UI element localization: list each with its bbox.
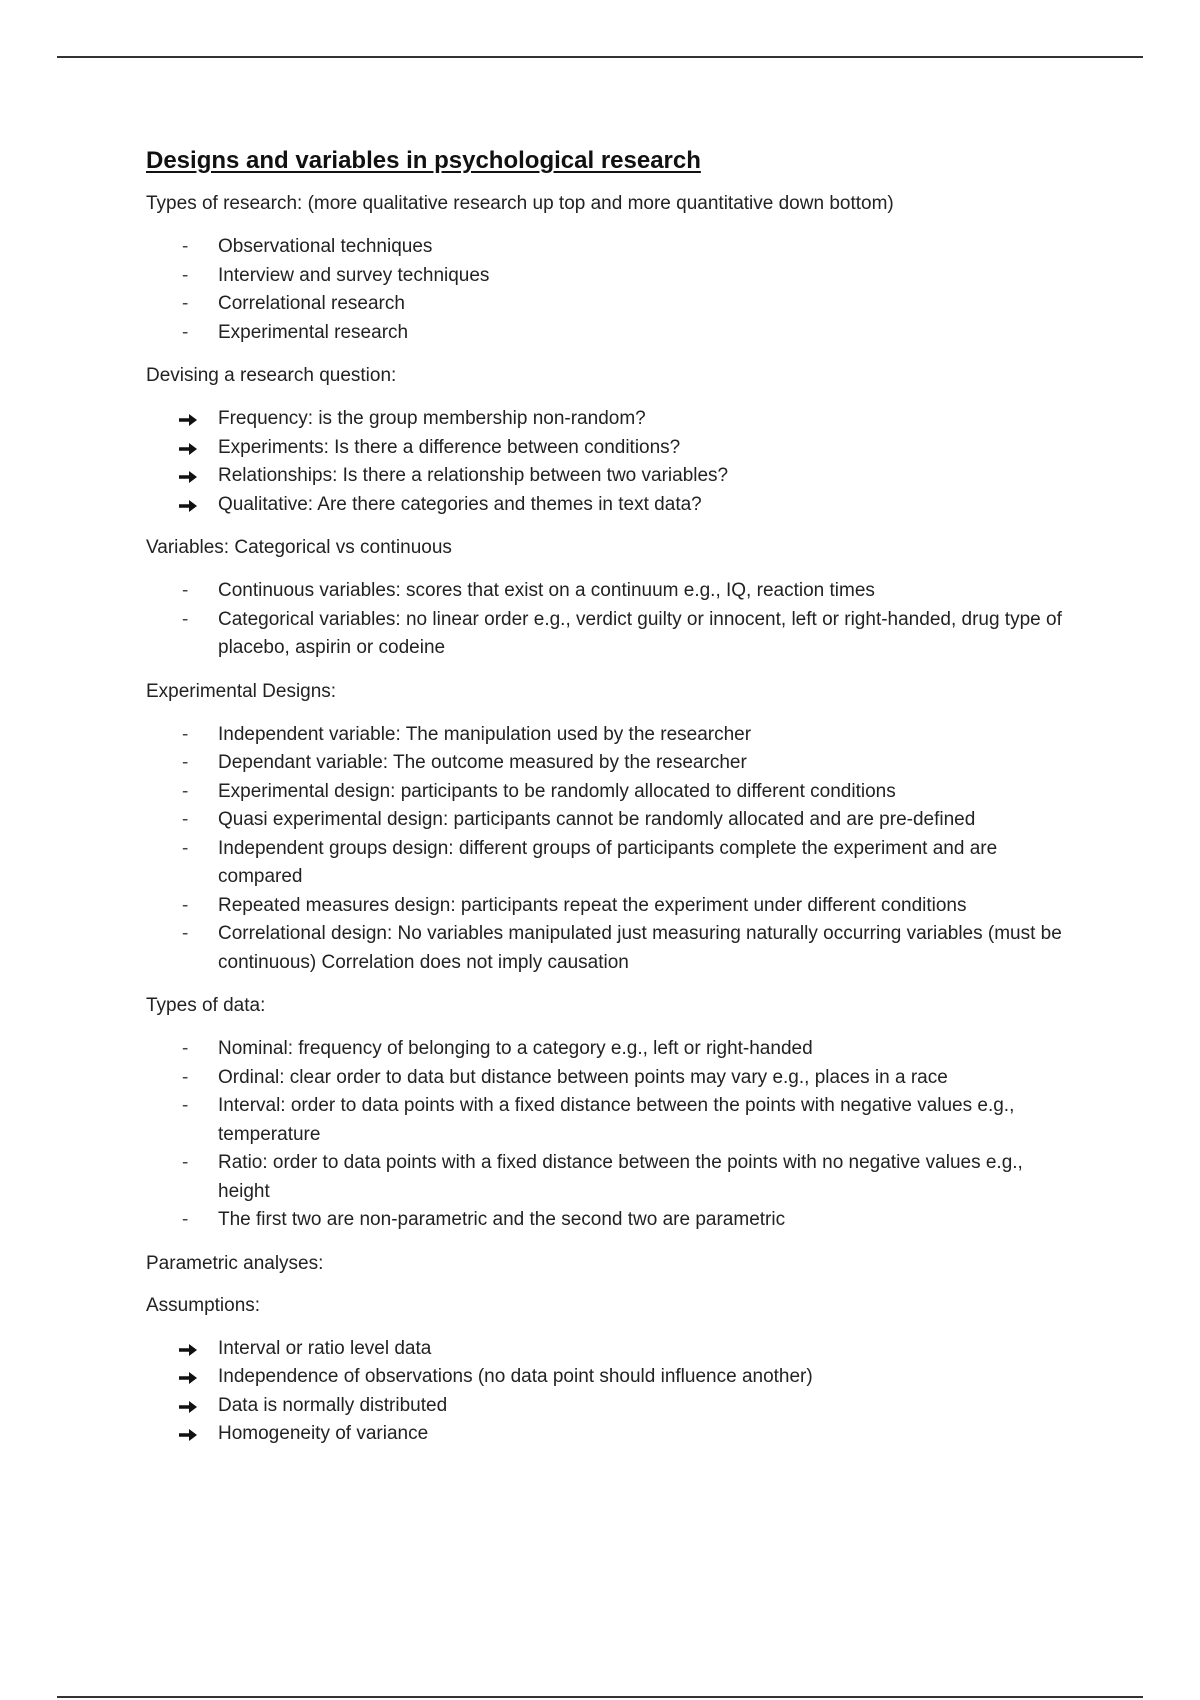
dash-bullet-icon: - — [182, 1152, 189, 1173]
list-item: Relationships: Is there a relationship between two variables? — [146, 462, 1066, 491]
list-item: - Independent variable: The manipulation used by the researcher — [146, 721, 1066, 750]
dash-bullet-icon: - — [182, 264, 189, 286]
list-item: Data is normally distributed — [146, 1392, 1066, 1421]
dash-bullet-icon: - — [182, 809, 189, 830]
list-item: - Quasi experimental design: participants cannot be randomly allocated and are pre-defined — [146, 806, 1066, 835]
list-item: - Observational techniques — [146, 233, 1066, 262]
dash-bullet-icon: - — [182, 723, 189, 745]
dash-bullet-icon: - — [182, 894, 189, 916]
list-item: Independence of observations (no data point should influence another) — [146, 1363, 1066, 1392]
list-item: - Nominal: frequency of belonging to a category e.g., left or right-handed — [146, 1035, 1066, 1064]
top-rule — [57, 56, 1143, 58]
list-item: - Independent groups design: different groups of participants complete the experiment and are compared — [146, 835, 1066, 892]
research-question-list — [146, 405, 1066, 519]
list-item: - Ordinal: clear order to data but distance between points may vary e.g., places in a race — [146, 1064, 1066, 1093]
assumptions-list — [146, 1335, 1066, 1449]
dash-bullet-icon: - — [182, 923, 189, 944]
variables-list — [146, 577, 1066, 663]
assumptions-intro: Assumptions: — [146, 1294, 261, 1316]
dash-bullet-icon: - — [182, 236, 189, 257]
list-item: - Interval: order to data points with a fixed distance between the points with negative values e.g., temperature — [146, 1092, 1066, 1149]
list-item: Homogeneity of variance — [146, 1420, 1066, 1449]
bottom-rule — [57, 1696, 1143, 1698]
experimental-designs-list — [146, 721, 1066, 978]
list-item: - Experimental research — [146, 319, 1066, 348]
dash-bullet-icon: - — [182, 1066, 189, 1088]
document-body — [146, 146, 1066, 1465]
research-question-intro: Devising a research question: — [146, 365, 397, 386]
list-item: - Repeated measures design: participants repeat the experiment under different conditions — [146, 892, 1066, 921]
dash-bullet-icon: - — [182, 1095, 189, 1116]
list-item: Interval or ratio level data — [146, 1335, 1066, 1364]
types-of-data-intro: Types of data: — [146, 995, 266, 1016]
dash-bullet-icon: - — [182, 321, 189, 343]
list-item: - Dependant variable: The outcome measured by the researcher — [146, 749, 1066, 778]
document-title: Designs and variables in psychological research — [146, 147, 701, 174]
types-of-research-list — [146, 233, 1066, 347]
list-item: - Interview and survey techniques — [146, 262, 1066, 291]
dash-bullet-icon: - — [182, 780, 189, 802]
dash-bullet-icon: - — [182, 1038, 189, 1059]
list-item: Experiments: Is there a difference between conditions? — [146, 434, 1066, 463]
list-item: - Correlational design: No variables manipulated just measuring naturally occurring variables (must be continuous) Correlation does not imply causation — [146, 920, 1066, 977]
list-item: - Experimental design: participants to be randomly allocated to different conditions — [146, 778, 1066, 807]
dash-bullet-icon: - — [182, 608, 189, 630]
list-item: - The first two are non-parametric and the second two are parametric — [146, 1206, 1066, 1235]
dash-bullet-icon: - — [182, 293, 189, 314]
list-item: - Continuous variables: scores that exist on a continuum e.g., IQ, reaction times — [146, 577, 1066, 606]
dash-bullet-icon: - — [182, 837, 189, 859]
types-of-data-list — [146, 1035, 1066, 1235]
dash-bullet-icon: - — [182, 1209, 189, 1230]
experimental-designs-intro: Experimental Designs: — [146, 680, 337, 702]
list-item: Frequency: is the group membership non-random? — [146, 405, 1066, 434]
list-item: - Ratio: order to data points with a fixed distance between the points with no negative values e.g., height — [146, 1149, 1066, 1206]
types-of-research-intro: Types of research: (more qualitative research up top and more quantitative down bottom) — [146, 193, 894, 214]
list-item: Qualitative: Are there categories and themes in text data? — [146, 491, 1066, 520]
dash-bullet-icon: - — [182, 752, 189, 773]
list-item: - Correlational research — [146, 290, 1066, 319]
parametric-intro: Parametric analyses: — [146, 1252, 324, 1274]
dash-bullet-icon: - — [182, 580, 189, 601]
variables-intro: Variables: Categorical vs continuous — [146, 537, 452, 558]
list-item: - Categorical variables: no linear order e.g., verdict guilty or innocent, left or right-handed, drug type of placebo, aspirin or codeine — [146, 606, 1066, 663]
